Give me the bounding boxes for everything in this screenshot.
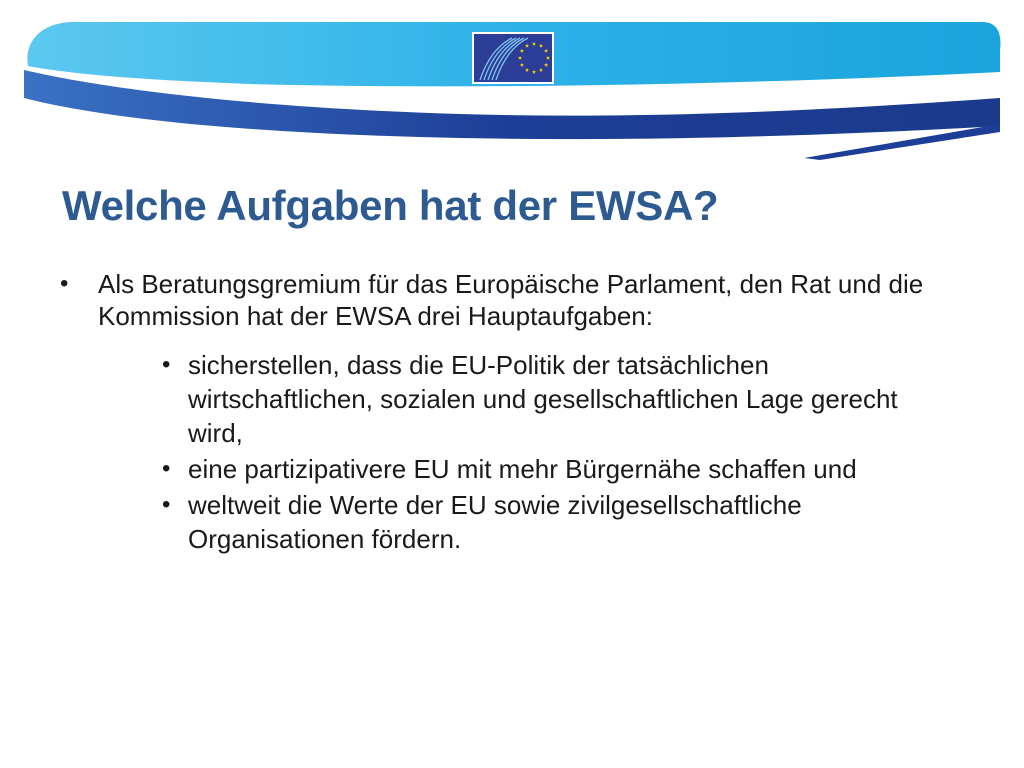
bullet-icon: • — [60, 270, 69, 297]
slide-title: Welche Aufgaben hat der EWSA? — [62, 182, 719, 229]
task-item — [162, 452, 952, 486]
bullet-icon: • — [162, 351, 171, 378]
task-list — [162, 348, 952, 556]
intro-text: Als Beratungsgremium für das Europäische Parlament, den Rat und die Kommission hat der EWSA drei Hauptaufgaben: — [98, 269, 924, 331]
task-item — [162, 348, 952, 450]
organization-name: Europäischer Wirtschafts- und Sozialausschuss — [313, 86, 707, 105]
intro-bullet-item — [60, 268, 960, 332]
bullet-icon: • — [162, 491, 171, 518]
task-text: sicherstellen, dass die EU-Politik der tatsächlichen wirtschaftlichen, sozialen und gesellschaftlichen Lage gerecht wird, — [188, 350, 898, 448]
eesc-logo-icon — [472, 32, 554, 84]
header-banner — [0, 0, 1024, 170]
task-text: eine partizipativere EU mit mehr Bürgernähe schaffen und — [188, 454, 857, 484]
task-text: weltweit die Werte der EU sowie zivilgesellschaftliche Organisationen fördern. — [188, 490, 802, 554]
bullet-icon: • — [162, 455, 171, 482]
slide-content — [60, 268, 960, 558]
task-item — [162, 488, 952, 556]
